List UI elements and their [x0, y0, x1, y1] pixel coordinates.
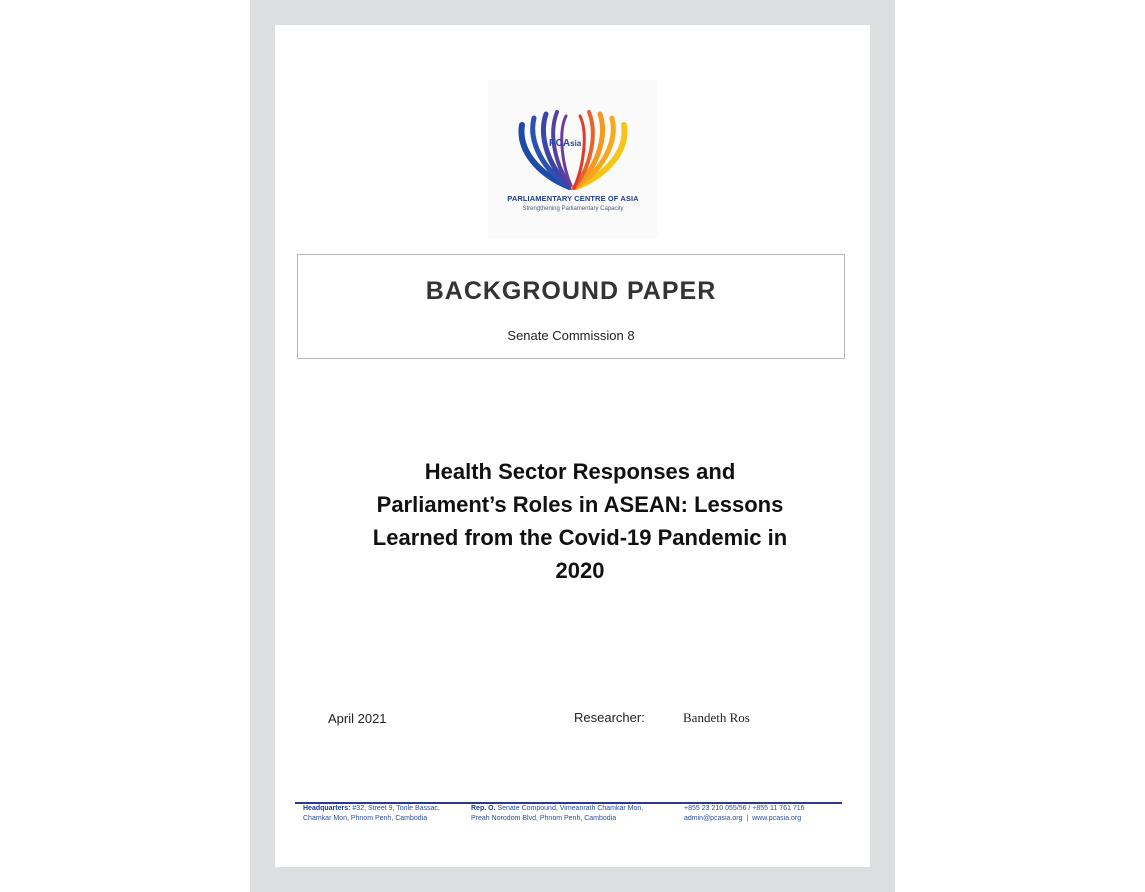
document-title [310, 455, 850, 587]
paper-type-heading: BACKGROUND PAPER [425, 277, 717, 305]
footer-phone: +855 23 210 055/56 / +855 11 761 716 [684, 805, 805, 812]
footer-email[interactable]: admin@pcasia.org [684, 815, 743, 822]
researcher-name: Bandeth Ros [683, 710, 750, 725]
publication-date: April 2021 [328, 711, 387, 726]
logo-brand-text: PCAsia [549, 138, 582, 149]
footer-rep-office: Rep. O. Senate Compound, Vimeanrath Chamkar Mon, Preah Norodom Blvd, Phnom Penh, Cambodia [471, 805, 644, 822]
title-line: Learned from the Covid-19 Pandemic in [372, 525, 788, 550]
footer-website[interactable]: www.pcasia.org [752, 815, 802, 822]
logo-wings-icon [488, 80, 658, 190]
title-box [297, 254, 845, 359]
title-line: Parliament’s Roles in ASEAN: Lessons [376, 492, 784, 517]
researcher-label: Researcher: [574, 710, 645, 725]
pcasia-logo [488, 80, 658, 238]
footer-headquarters: Headquarters: #32, Street 9, Tonle Bassac, Chamkar Mon, Phnom Penh, Cambodia [303, 805, 440, 822]
commission-subtitle: Senate Commission 8 [507, 328, 635, 343]
title-line: 2020 [555, 558, 605, 583]
title-line: Health Sector Responses and [424, 459, 736, 484]
logo-organization-name: PARLIAMENTARY CENTRE OF ASIA [507, 194, 639, 203]
footer-contact: +855 23 210 055/56 / +855 11 761 716 admin@pcasia.org | www.pcasia.org [684, 805, 805, 822]
logo-tagline: Strengthening Parliamentary Capacity [522, 206, 624, 212]
